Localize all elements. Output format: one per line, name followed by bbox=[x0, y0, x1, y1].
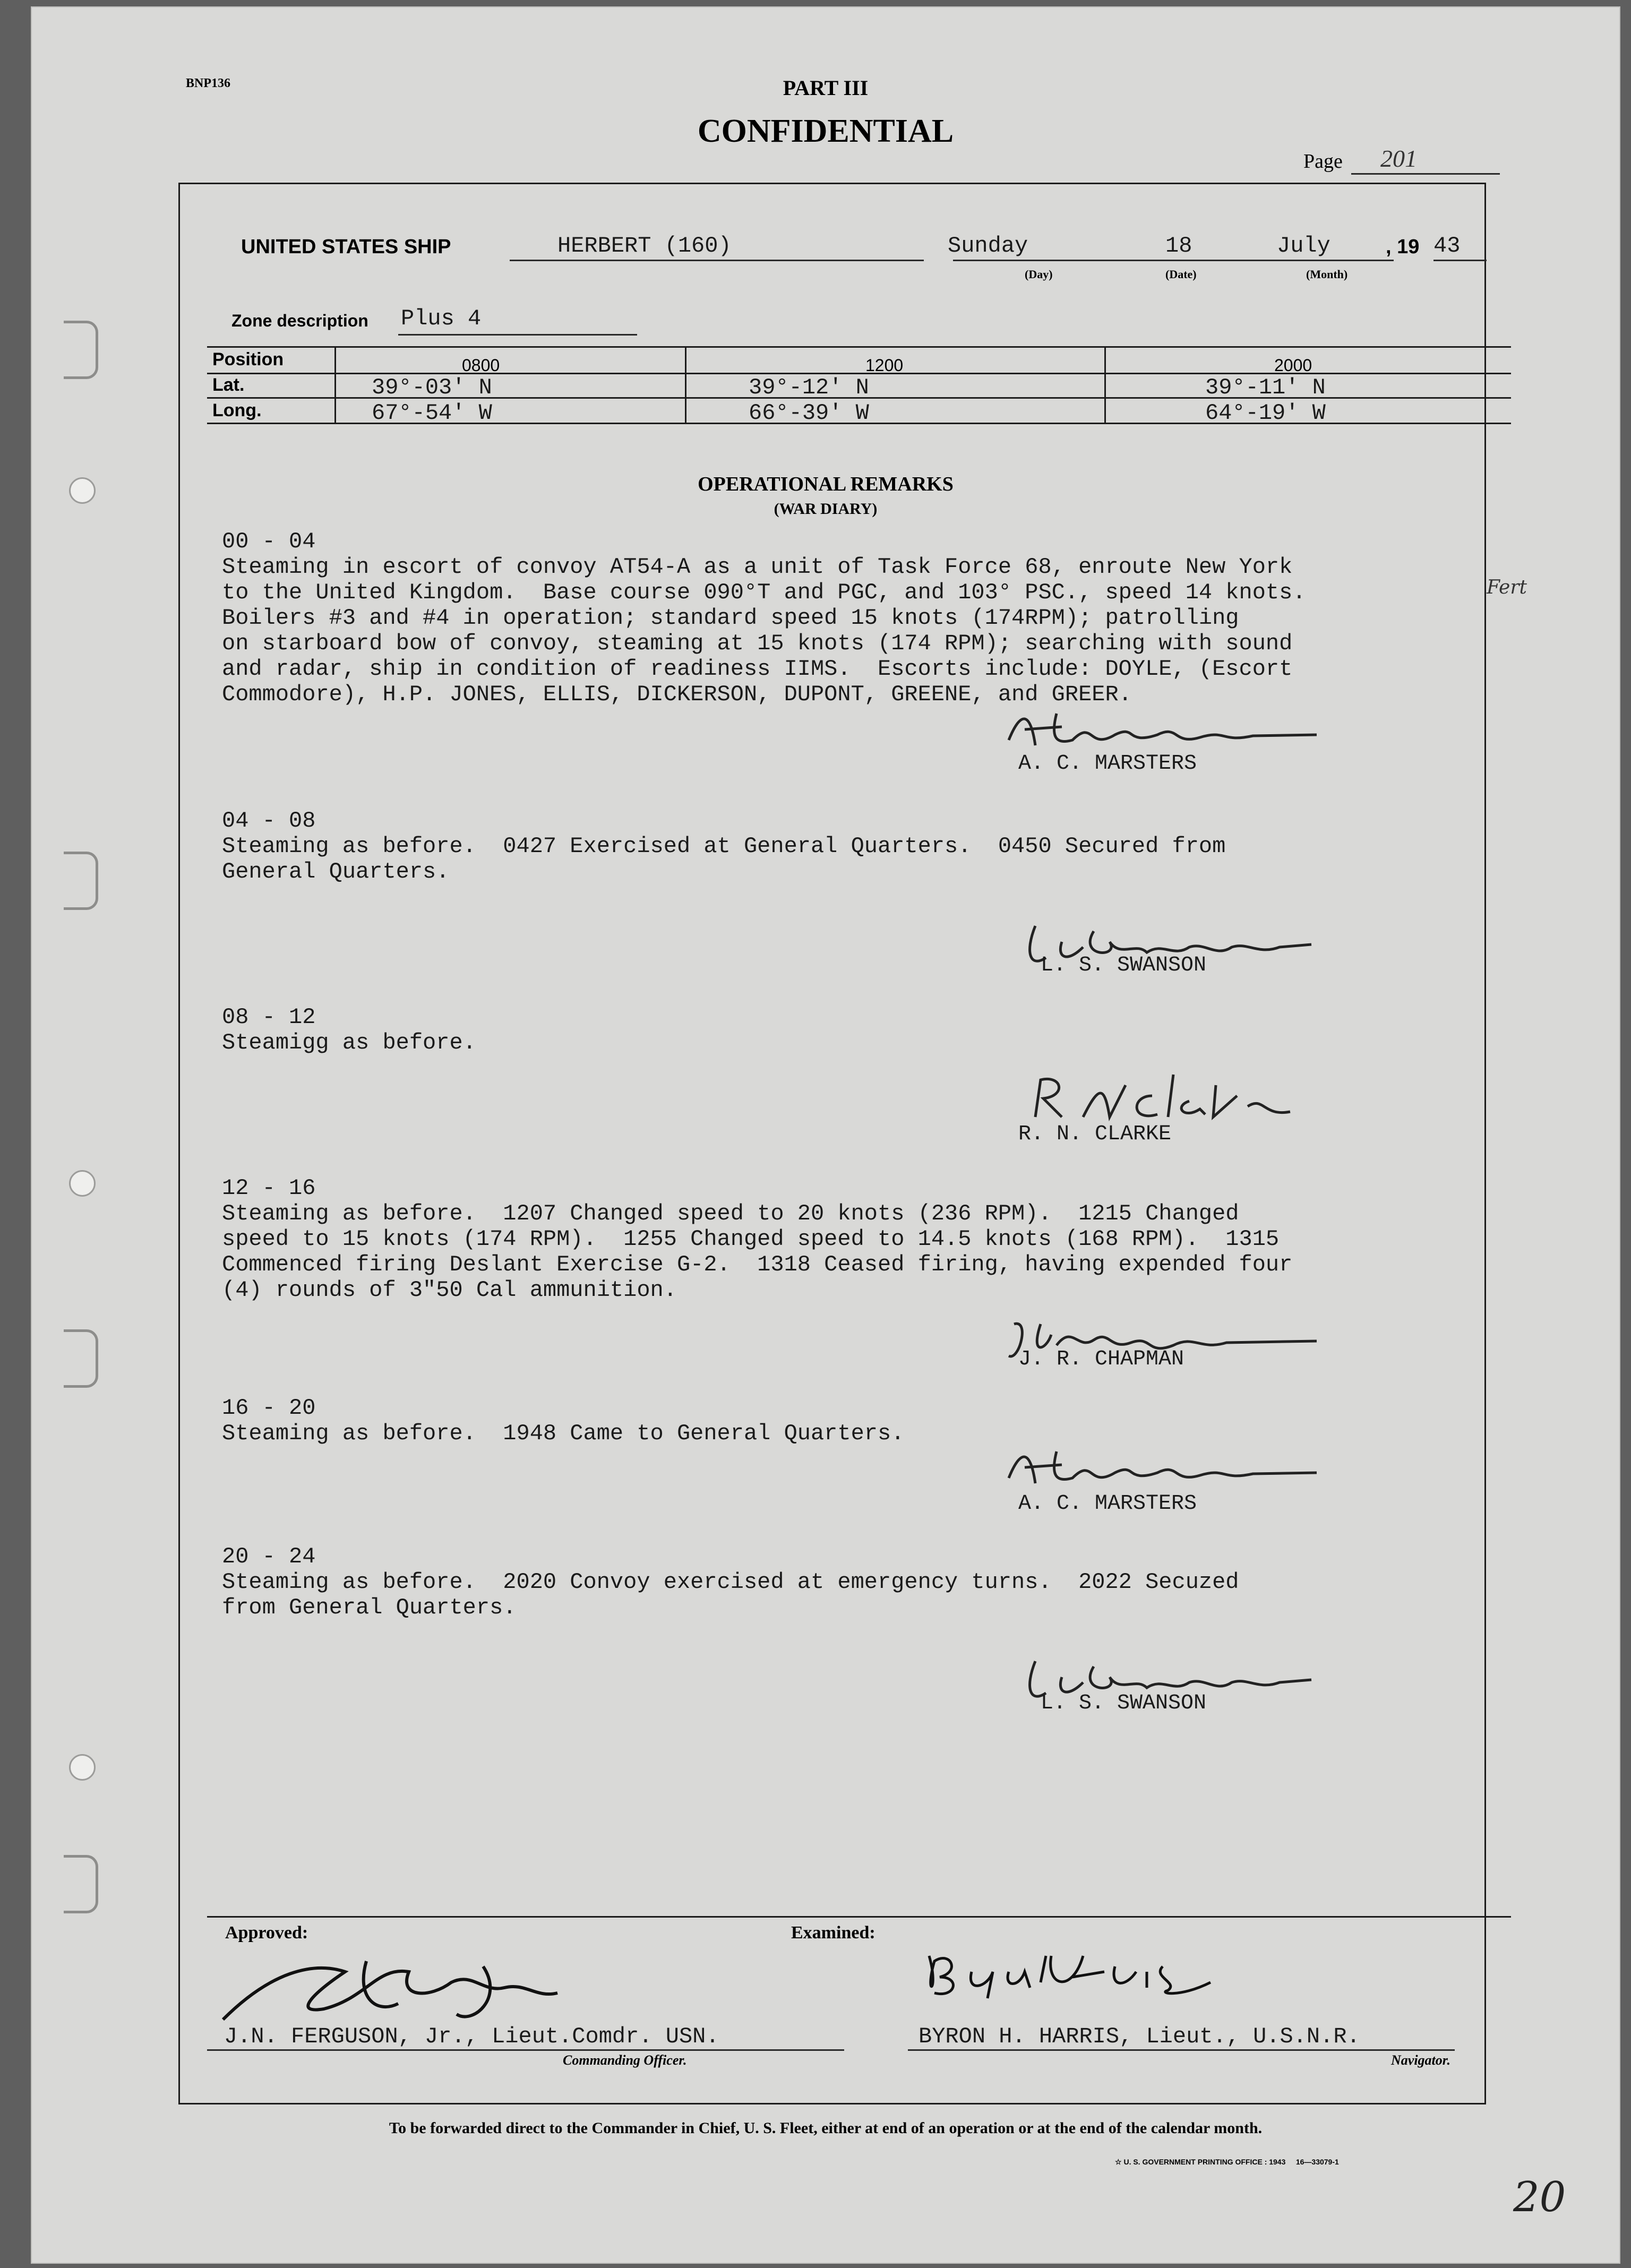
approved-title: Commanding Officer. bbox=[563, 2052, 687, 2068]
watch-text: Steaming as before. 2020 Convoy exercised at emergency turns. 2022 Secuzed from General Quarters. bbox=[222, 1569, 1239, 1620]
examined-label: Examined: bbox=[791, 1923, 875, 1943]
part-label: PART III bbox=[783, 76, 869, 100]
watch-text: Steamigg as before. bbox=[222, 1030, 476, 1055]
signature-ferguson bbox=[207, 1940, 579, 2030]
classification: CONFIDENTIAL bbox=[697, 113, 954, 149]
watch-period: 04 - 08 bbox=[222, 808, 316, 834]
remarks-title: OPERATIONAL REMARKS bbox=[698, 473, 954, 495]
form-frame bbox=[178, 183, 1486, 2104]
signature-name: R. N. CLARKE bbox=[1018, 1122, 1172, 1146]
remarks-subtitle: (WAR DIARY) bbox=[774, 500, 878, 518]
month-caption: (Month) bbox=[1306, 268, 1348, 281]
watch-period: 08 - 12 bbox=[222, 1004, 316, 1030]
year-prefix: , 19 bbox=[1386, 236, 1420, 258]
time-1200: 1200 bbox=[865, 356, 904, 375]
lat-1200: 39°-12' N bbox=[749, 375, 869, 400]
lat-label: Lat. bbox=[212, 375, 245, 395]
lat-2000: 39°-11' N bbox=[1205, 375, 1326, 400]
ship-day: Sunday bbox=[948, 233, 1028, 259]
year-suffix: 43 bbox=[1433, 233, 1461, 259]
watch-period: 12 - 16 bbox=[222, 1175, 316, 1201]
watch-period: 20 - 24 bbox=[222, 1544, 316, 1569]
margin-note: Fert bbox=[1487, 577, 1527, 598]
ship-month: July bbox=[1277, 233, 1330, 259]
long-0800: 67°-54' W bbox=[372, 400, 492, 426]
signature-harris bbox=[913, 1940, 1242, 2004]
examined-title: Navigator. bbox=[1391, 2052, 1450, 2068]
binder-clip bbox=[64, 1855, 98, 1913]
approved-name: J.N. FERGUSON, Jr., Lieut.Comdr. USN. bbox=[224, 2024, 719, 2049]
approved-label: Approved: bbox=[225, 1923, 308, 1943]
date-caption: (Date) bbox=[1165, 268, 1197, 281]
ship-name: HERBERT (160) bbox=[557, 233, 732, 259]
watch-text: Steaming as before. 0427 Exercised at General Quarters. 0450 Secured from General Quarters. bbox=[222, 834, 1226, 884]
signature-name: A. C. MARSTERS bbox=[1018, 1492, 1197, 1516]
forward-note: To be forwarded direct to the Commander in Chief, U. S. Fleet, either at end of an operation or at the end of the calendar month. bbox=[389, 2119, 1263, 2137]
watch-text: Steaming in escort of convoy AT54-A as a unit of Task Force 68, enroute New York to the United Kingdom. Base course 090°T and PGC, and 103° PSC., speed 14 knots. Boilers #3 and #4 in operation; standard speed 15 knots (174RPM); patrolling on starboard bow of convoy, steaming at 15 knots (174 RPM); searching with sound and radar, ship in condition of readiness IIMS. Escorts include: DOYLE, (Escort Commodore), H.P. JONES, ELLIS, DICKERSON, DUPONT, GREENE, and GREER. bbox=[222, 554, 1306, 707]
watch-text: Steaming as before. 1207 Changed speed to 20 knots (236 RPM). 1215 Changed speed to 15 knots (174 RPM). 1255 Changed speed to 14.5 knots (168 RPM). 1315 Commenced firing Deslant Exercise G-2. 1318 Ceased firing, having expended four (4) rounds of 3"50 Cal ammunition. bbox=[222, 1201, 1293, 1303]
binder-hole bbox=[69, 1754, 96, 1781]
signature-name: J. R. CHAPMAN bbox=[1018, 1347, 1184, 1371]
lat-0800: 39°-03' N bbox=[372, 375, 492, 400]
day-caption: (Day) bbox=[1025, 268, 1053, 281]
long-label: Long. bbox=[212, 400, 262, 420]
ship-date: 18 bbox=[1165, 233, 1192, 259]
watch-period: 00 - 04 bbox=[222, 529, 316, 554]
page-label: Page bbox=[1303, 150, 1343, 173]
binder-clip bbox=[64, 852, 98, 910]
time-0800: 0800 bbox=[462, 356, 500, 375]
time-2000: 2000 bbox=[1274, 356, 1312, 375]
watch-text: Steaming as before. 1948 Came to General Quarters. bbox=[222, 1421, 905, 1446]
position-label: Position bbox=[212, 349, 284, 370]
signature-name: A. C. MARSTERS bbox=[1018, 752, 1197, 776]
corner-number: 20 bbox=[1513, 2174, 1566, 2221]
zone-label: Zone description bbox=[231, 311, 368, 330]
ship-label: UNITED STATES SHIP bbox=[241, 236, 451, 258]
page-number: 201 bbox=[1380, 145, 1417, 172]
examined-name: BYRON H. HARRIS, Lieut., U.S.N.R. bbox=[918, 2024, 1360, 2049]
log-sheet bbox=[31, 6, 1620, 2264]
signature-name: L. S. SWANSON bbox=[1041, 953, 1207, 977]
long-2000: 64°-19' W bbox=[1205, 400, 1326, 426]
watch-period: 16 - 20 bbox=[222, 1395, 316, 1421]
form-number: BNP136 bbox=[186, 76, 230, 90]
long-1200: 66°-39' W bbox=[749, 400, 869, 426]
binder-clip bbox=[64, 321, 98, 379]
binder-hole bbox=[69, 1170, 96, 1197]
binder-clip bbox=[64, 1329, 98, 1388]
printing-office: ☆ U. S. GOVERNMENT PRINTING OFFICE : 1943 16—33079-1 bbox=[1115, 2158, 1339, 2166]
zone-value: Plus 4 bbox=[401, 306, 482, 331]
signature-name: L. S. SWANSON bbox=[1041, 1691, 1207, 1715]
